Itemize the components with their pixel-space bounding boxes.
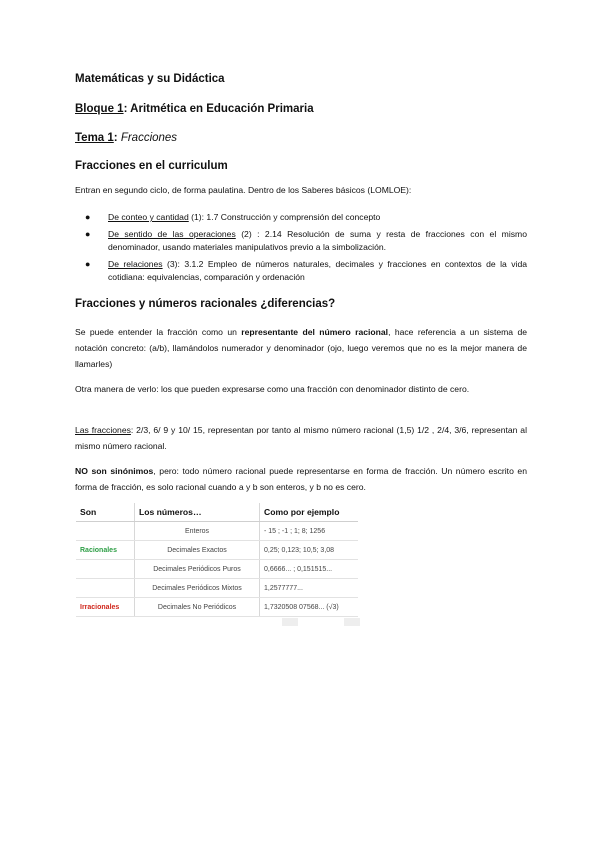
bloque-title: : Aritmética en Educación Primaria bbox=[123, 103, 314, 115]
category-cell-irracionales: Irracionales bbox=[76, 598, 135, 617]
bullet-icon: ● bbox=[85, 259, 91, 269]
column-header: Como por ejemplo bbox=[260, 503, 359, 522]
bold-text: representante del número racional bbox=[241, 327, 389, 337]
paragraph-no-sinonimos bbox=[75, 463, 527, 495]
bloque-heading bbox=[75, 103, 314, 115]
type-cell: Decimales No Periódicos bbox=[135, 598, 260, 617]
type-cell: Decimales Periódicos Mixtos bbox=[135, 579, 260, 598]
text-run: : 2/3, 6/ 9 y 10/ 15, representan por tanto al mismo número racional (1,5) 1/2 , 2/4, 3/6, representan al mismo número racional. bbox=[75, 425, 527, 451]
type-cell: Decimales Periódicos Puros bbox=[135, 560, 260, 579]
type-cell: Enteros bbox=[135, 522, 260, 541]
tema-title: Fracciones bbox=[120, 132, 178, 144]
column-header: Los números… bbox=[135, 503, 260, 522]
intro-paragraph: Entran en segundo ciclo, de forma paulatina. Dentro de los Saberes básicos (LOMLOE): bbox=[75, 185, 412, 195]
list-item bbox=[75, 258, 527, 284]
text-run: , pero: todo número racional puede representarse en forma de fracción. Un número escrito en forma de fracción, es solo racional cuando a y b son enteros, y b no es cero. bbox=[75, 466, 527, 492]
bloque-label: Bloque 1 bbox=[75, 103, 124, 115]
underlined-text: Las fracciones bbox=[75, 425, 131, 435]
tema-label: Tema 1 bbox=[75, 132, 114, 144]
list-item-text: (2) : 2.14 Resolución de suma y resta de fracciones con el mismo denominador, usando materiales manipulativos previo a la simbolización. bbox=[108, 229, 527, 252]
table-row bbox=[76, 579, 358, 598]
paragraph-otra-manera: Otra manera de verlo: los que pueden expresarse como una fracción con denominador distinto de cero. bbox=[75, 384, 470, 394]
table-row bbox=[76, 598, 358, 617]
list-item-label: De conteo y cantidad bbox=[108, 212, 189, 222]
example-cell: 0,25; 0,123; 10,5; 3,08 bbox=[260, 541, 359, 560]
numbers-table bbox=[76, 503, 358, 617]
list-item-label: De sentido de las operaciones bbox=[108, 229, 236, 239]
bullet-icon: ● bbox=[85, 229, 91, 239]
example-cell: 1,2577777... bbox=[260, 579, 359, 598]
example-cell: 0,6666... ; 0,151515... bbox=[260, 560, 359, 579]
bold-text: NO son sinónimos bbox=[75, 466, 154, 476]
list-item-text: (1): 1.7 Construcción y comprensión del concepto bbox=[188, 212, 381, 222]
list-item-label: De relaciones bbox=[108, 259, 163, 269]
category-cell bbox=[76, 579, 135, 598]
course-title: Matemáticas y su Didáctica bbox=[75, 73, 225, 85]
list-item bbox=[75, 228, 527, 254]
table-row bbox=[76, 560, 358, 579]
category-cell-racionales: Racionales bbox=[76, 541, 135, 560]
table-row bbox=[76, 541, 358, 560]
tema-heading bbox=[75, 132, 177, 144]
table-header-row bbox=[76, 503, 358, 522]
list-item bbox=[75, 211, 527, 224]
section-heading-curriculum: Fracciones en el curriculum bbox=[75, 160, 228, 172]
type-cell: Decimales Exactos bbox=[135, 541, 260, 560]
example-cell: 1,7320508 07568... (√3) bbox=[260, 598, 359, 617]
paragraph-las-fracciones bbox=[75, 422, 527, 454]
category-cell bbox=[76, 560, 135, 579]
bullet-icon: ● bbox=[85, 212, 91, 222]
table-shadow-block bbox=[344, 618, 360, 626]
paragraph-representante bbox=[75, 324, 527, 372]
category-cell bbox=[76, 522, 135, 541]
list-item-text: (3): 3.1.2 Empleo de números naturales, decimales y fracciones en contextos de la vida cotidiana: equivalencias, comparación y ordenación bbox=[108, 259, 528, 282]
text-run: Se puede entender la fracción como un bbox=[75, 327, 242, 337]
column-header: Son bbox=[76, 503, 135, 522]
table-shadow-block bbox=[282, 618, 298, 626]
tema-sep: : bbox=[113, 132, 121, 144]
section-heading-diferencias: Fracciones y números racionales ¿diferencias? bbox=[75, 298, 336, 310]
example-cell: - 15 ; -1 ; 1; 8; 1256 bbox=[260, 522, 359, 541]
table-row bbox=[76, 522, 358, 541]
saberes-list bbox=[75, 211, 527, 288]
text-run: , hace referencia a un sistema de notación concreto: (a/b), llamándolos numerador y denominador (ojo, luego veremos que no es la mejor manera de llamarles) bbox=[75, 327, 528, 369]
